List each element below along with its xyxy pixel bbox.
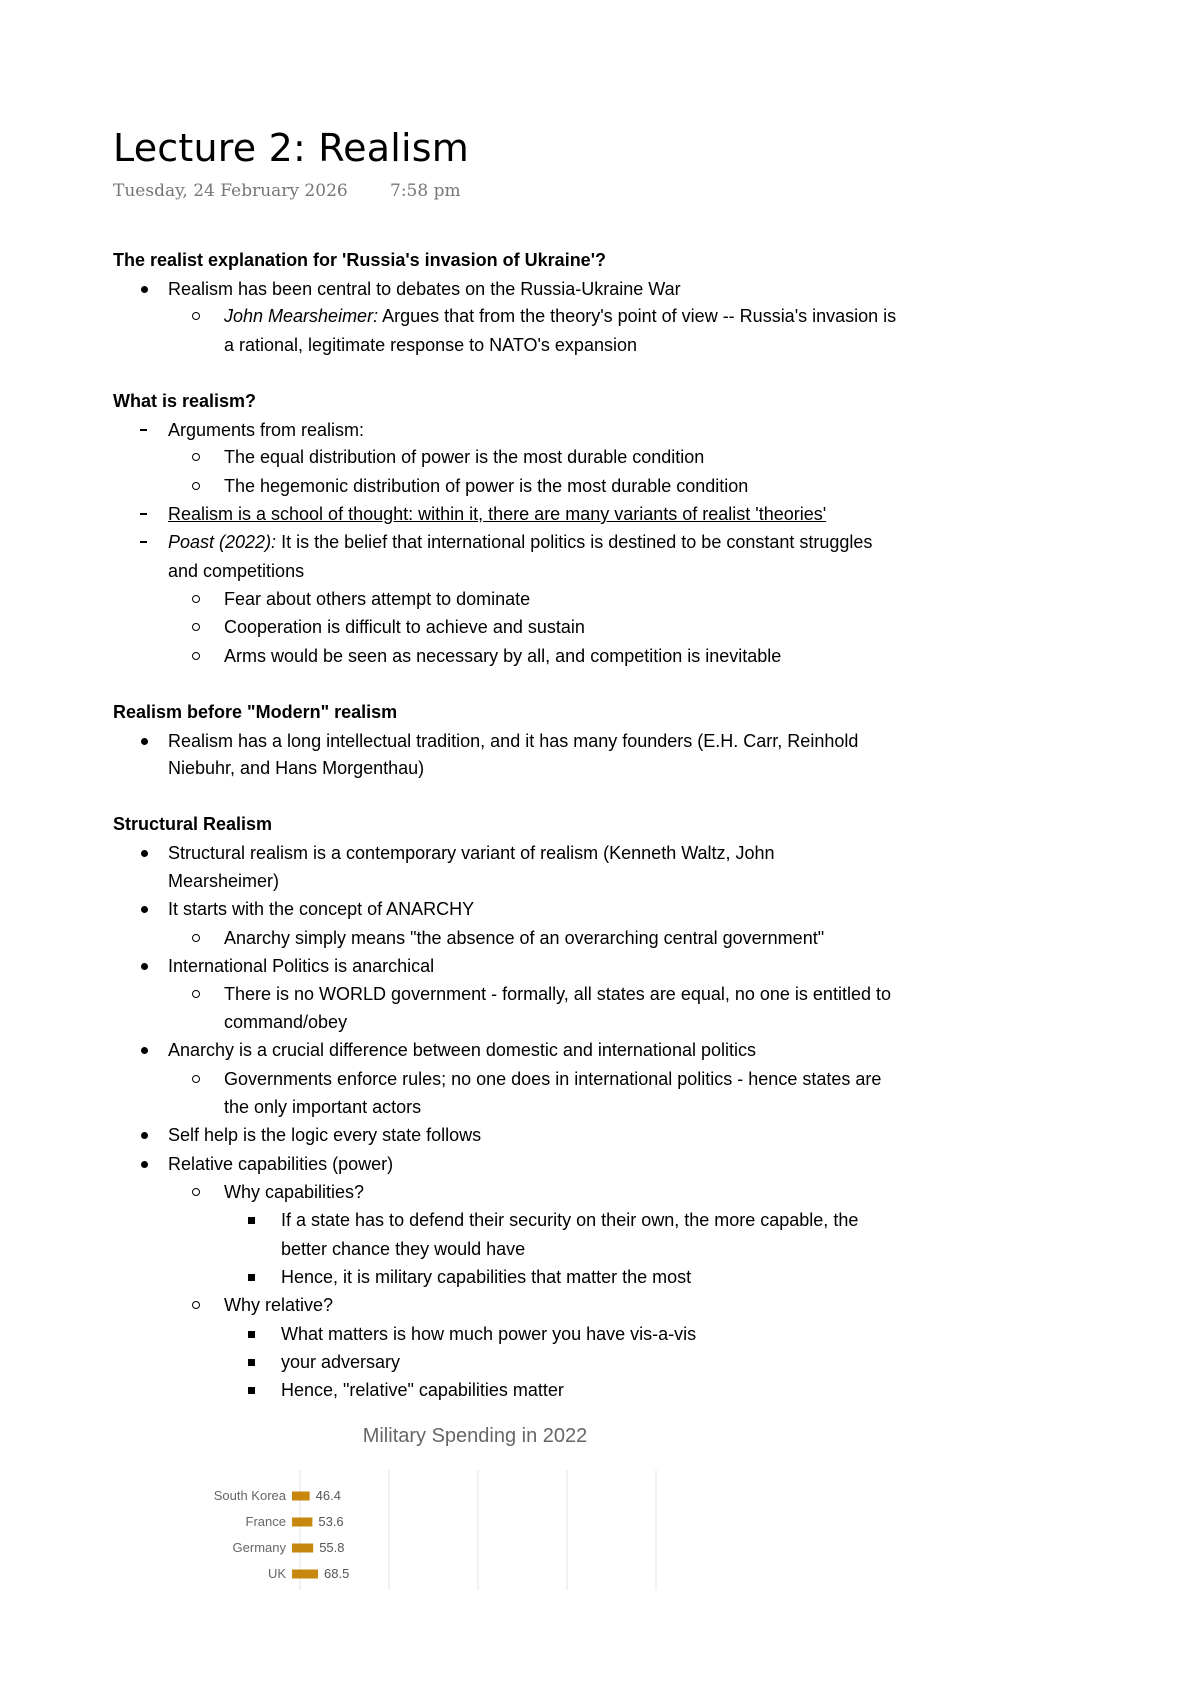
chart-bar bbox=[292, 1492, 310, 1501]
list-item: Why capabilities? bbox=[224, 1182, 365, 1202]
list-item: Fear about others attempt to dominate bbox=[224, 589, 531, 609]
list-item: Structural realism is a contemporary variant of realism (Kenneth Waltz, John bbox=[168, 843, 775, 863]
bullet-marker bbox=[189, 1293, 203, 1317]
list-item: Relative capabilities (power) bbox=[168, 1154, 394, 1174]
list-item-text: It is the belief that international politics is destined to be constant struggles bbox=[276, 532, 873, 552]
list-item: Anarchy is a crucial difference between domestic and international politics bbox=[168, 1040, 756, 1060]
bullet-marker bbox=[137, 841, 151, 865]
bullet-marker bbox=[244, 1322, 258, 1346]
list-item: Realism has a long intellectual tradition, and it has many founders (E.H. Carr, Reinhold bbox=[168, 731, 859, 751]
list-item: Cooperation is difficult to achieve and sustain bbox=[224, 617, 585, 637]
bullet-marker bbox=[189, 615, 203, 639]
list-item: If a state has to defend their security on their own, the more capable, the bbox=[281, 1210, 859, 1230]
bullet-marker bbox=[137, 897, 151, 921]
list-item: Why relative? bbox=[224, 1295, 334, 1315]
dash-marker bbox=[137, 418, 151, 442]
chart-title: Military Spending in 2022 bbox=[362, 1425, 588, 1447]
bullet-marker bbox=[189, 926, 203, 950]
list-item: Arguments from realism: bbox=[168, 420, 365, 440]
chart-data-label: 46.4 bbox=[315, 1488, 341, 1503]
list-item: The hegemonic distribution of power is the most durable condition bbox=[224, 476, 749, 496]
bullet-marker bbox=[189, 445, 203, 469]
chart-category-label: UK bbox=[267, 1566, 286, 1581]
bullet-marker bbox=[189, 474, 203, 498]
author-name: John Mearsheimer: bbox=[224, 306, 379, 326]
list-item-continued: command/obey bbox=[224, 1012, 348, 1032]
list-item bbox=[168, 530, 872, 554]
dash-marker bbox=[137, 530, 151, 554]
list-item: Arms would be seen as necessary by all, and competition is inevitable bbox=[224, 646, 782, 666]
bullet-marker bbox=[189, 587, 203, 611]
bullet-marker bbox=[137, 1038, 151, 1062]
chart-bar bbox=[292, 1570, 318, 1579]
chart-bar bbox=[292, 1544, 313, 1553]
chart-data-label: 68.5 bbox=[324, 1566, 350, 1581]
bullet-marker bbox=[189, 1067, 203, 1091]
list-item-continued: a rational, legitimate response to NATO's expansion bbox=[224, 335, 637, 355]
bullet-marker bbox=[244, 1265, 258, 1289]
section-heading: The realist explanation for 'Russia's invasion of Ukraine'? bbox=[113, 250, 606, 270]
military-spending-chart bbox=[190, 1420, 790, 1590]
list-item: Governments enforce rules; no one does in international politics - hence states are bbox=[224, 1069, 882, 1089]
dash-marker bbox=[137, 502, 151, 526]
author-name: Poast (2022): bbox=[168, 532, 277, 552]
list-item-underlined: Realism is a school of thought: within it, there are many variants of realist 'theories' bbox=[168, 504, 827, 524]
list-item-text: Argues that from the theory's point of view -- Russia's invasion is bbox=[378, 306, 897, 326]
list-item: Anarchy simply means "the absence of an overarching central government" bbox=[224, 928, 825, 948]
chart-category-label: France bbox=[245, 1514, 286, 1529]
bullet-marker bbox=[137, 1152, 151, 1176]
list-item-continued: the only important actors bbox=[224, 1097, 422, 1117]
bullet-marker bbox=[244, 1208, 258, 1232]
page-title: Lecture 2: Realism bbox=[113, 126, 469, 170]
list-item-continued: Mearsheimer) bbox=[168, 871, 280, 891]
section-heading: What is realism? bbox=[113, 391, 257, 411]
note-time: 7:58 pm bbox=[390, 181, 461, 201]
list-item: What matters is how much power you have vis-a-vis bbox=[281, 1324, 697, 1344]
list-item: It starts with the concept of ANARCHY bbox=[168, 899, 475, 919]
chart-category-label: South Korea bbox=[213, 1488, 286, 1503]
list-item bbox=[224, 304, 896, 328]
bullet-marker bbox=[189, 644, 203, 668]
list-item: Realism has been central to debates on the Russia-Ukraine War bbox=[168, 279, 681, 299]
section-heading: Realism before "Modern" realism bbox=[113, 702, 398, 722]
list-item-continued: Niebuhr, and Hans Morgenthau) bbox=[168, 758, 425, 778]
bullet-marker bbox=[137, 729, 151, 753]
bullet-marker bbox=[137, 277, 151, 301]
list-item: Hence, "relative" capabilities matter bbox=[281, 1380, 564, 1400]
bullet-marker bbox=[137, 954, 151, 978]
bullet-marker bbox=[189, 982, 203, 1006]
bullet-marker bbox=[189, 304, 203, 328]
chart-data-label: 55.8 bbox=[319, 1540, 345, 1555]
chart-category-label: Germany bbox=[232, 1540, 286, 1555]
bullet-marker bbox=[244, 1350, 258, 1374]
list-item: There is no WORLD government - formally, all states are equal, no one is entitled to bbox=[224, 984, 891, 1004]
bullet-marker bbox=[189, 1180, 203, 1204]
list-item: The equal distribution of power is the most durable condition bbox=[224, 447, 705, 467]
bar-chart-svg bbox=[190, 1420, 790, 1590]
list-item: your adversary bbox=[281, 1352, 401, 1372]
list-item-continued: and competitions bbox=[168, 561, 305, 581]
chart-bar bbox=[292, 1518, 312, 1527]
list-item: Hence, it is military capabilities that matter the most bbox=[281, 1267, 692, 1287]
note-date: Tuesday, 24 February 2026 bbox=[113, 181, 348, 201]
list-item: Self help is the logic every state follows bbox=[168, 1125, 482, 1145]
list-item: International Politics is anarchical bbox=[168, 956, 435, 976]
bullet-marker bbox=[244, 1378, 258, 1402]
bullet-marker bbox=[137, 1123, 151, 1147]
list-item-continued: better chance they would have bbox=[281, 1239, 526, 1259]
chart-data-label: 53.6 bbox=[318, 1514, 344, 1529]
section-heading: Structural Realism bbox=[113, 814, 273, 834]
